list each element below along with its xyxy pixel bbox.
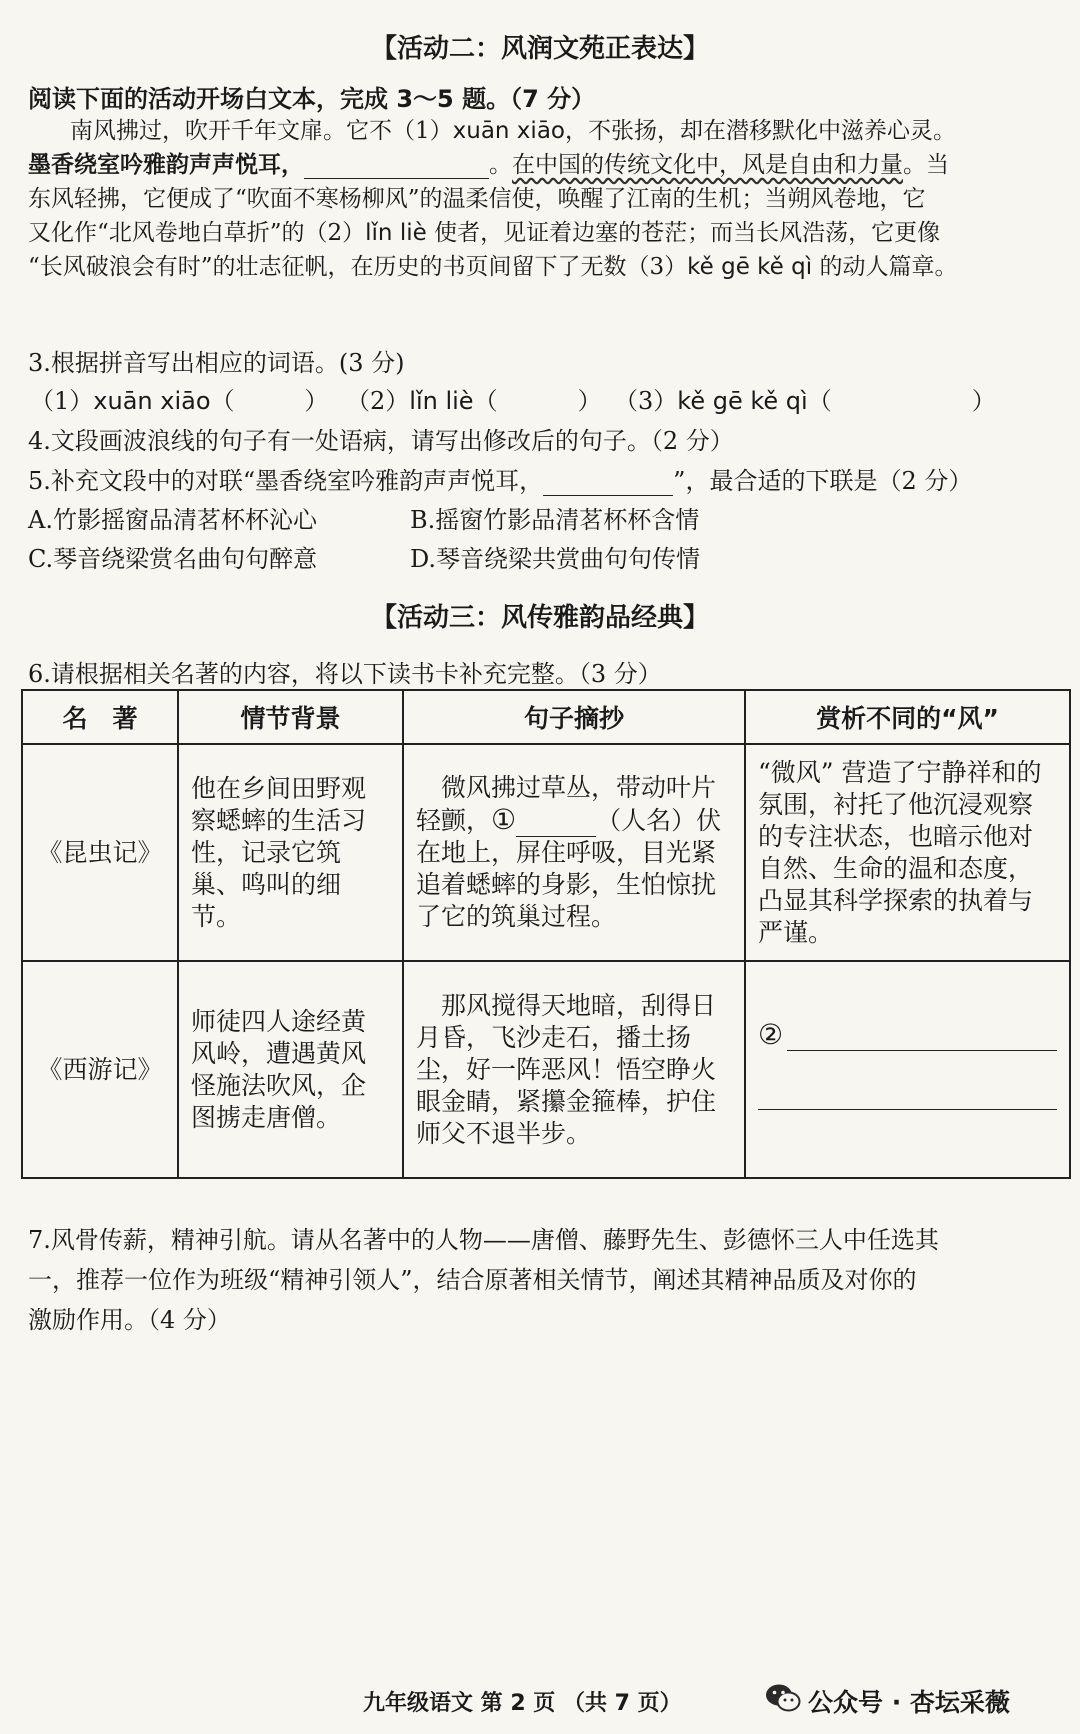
wechat-icon: [765, 1683, 801, 1713]
row2-answer-line-2[interactable]: [758, 1079, 1057, 1110]
row1-book: 《昆虫记》: [22, 744, 178, 961]
q3-item-2[interactable]: （2）lǐn liè（ ）: [346, 387, 602, 415]
q3-item-1[interactable]: （1）xuān xiāo（ ）: [30, 387, 329, 415]
q3-item-3[interactable]: （3）kě gē kě qì（ ）: [614, 387, 996, 415]
q5-option-c[interactable]: C.琴音绕梁赏名曲句句醉意: [28, 545, 318, 573]
passage-line-3: 东风轻拂，它便成了“吹面不寒杨柳风”的温柔信使，唤醒了江南的生机；当朔风卷地，它: [28, 186, 926, 212]
q3-stem: 3.根据拼音写出相应的词语。(3 分): [28, 349, 405, 377]
row1-background: 他在乡间田野观察蟋蟀的生活习性，记录它筑巢、鸣叫的细节。: [178, 744, 403, 961]
q7-line-1: 7.风骨传薪，精神引航。请从名著中的人物——唐僧、藤野先生、彭德怀三人中任选其: [28, 1226, 939, 1254]
wavy-sentence: 在中国的传统文化中，风是自由和力量: [512, 152, 903, 178]
table-row: [22, 744, 1070, 961]
row2-analysis[interactable]: ②: [745, 961, 1070, 1178]
activity2-intro: 阅读下面的活动开场白文本，完成 3～5 题。（7 分）: [28, 85, 596, 113]
q7-line-3: 激励作用。（4 分）: [28, 1306, 231, 1334]
activity2-title: 【活动二：风润文苑正表达】: [370, 34, 709, 64]
couplet-blank[interactable]: [304, 154, 489, 179]
row1-name-blank[interactable]: [516, 812, 596, 837]
q5-option-a[interactable]: A.竹影摇窗品清茗杯杯沁心: [28, 506, 317, 534]
passage-line-1: 南风拂过，吹开千年文扉。它不（1）xuān xiāo，不张扬，却在潜移默化中滋养心灵。: [70, 118, 956, 144]
reading-card-table: [21, 689, 1071, 1179]
row1-quote: 微风拂过草丛，带动叶片轻颤，① （人名）伏在地上，屏住呼吸，目光紧追着蟋蟀的身影，生怕惊扰了它的筑巢过程。: [403, 744, 745, 961]
passage-line-4: 又化作“北风卷地白草折”的（2）lǐn liè 使者，见证着边塞的苍茫；而当长风浩荡，它更像: [28, 220, 941, 246]
header-background: 情节背景: [178, 690, 403, 744]
q6-stem: 6.请根据相关名著的内容，将以下读书卡补充完整。（3 分）: [28, 660, 662, 688]
q7-line-2: 一，推荐一位作为班级“精神引领人”，结合原著相关情节，阐述其精神品质及对你的: [28, 1266, 917, 1294]
passage-line-2: 墨香绕室吟雅韵声声悦耳， 。在中国的传统文化中，风是自由和力量。当: [28, 152, 949, 178]
row2-answer-line-1[interactable]: [787, 1020, 1057, 1051]
q5-blank[interactable]: [543, 471, 673, 496]
row2-book: 《西游记》: [22, 961, 178, 1178]
activity3-title: 【活动三：风传雅韵品经典】: [370, 603, 709, 633]
q5-option-d[interactable]: D.琴音绕梁共赏曲句句传情: [410, 545, 701, 573]
header-book: 名 著: [22, 690, 178, 744]
row2-quote: 那风搅得天地暗，刮得日月昏，飞沙走石，播土扬尘，好一阵恶风！悟空睁火眼金睛，紧攥金箍棒，护住师父不退半步。: [403, 961, 745, 1178]
page-footer: 九年级语文 第 2 页 （共 7 页）: [363, 1691, 682, 1716]
table-row: [22, 961, 1070, 1178]
header-analysis: 赏析不同的“风”: [745, 690, 1070, 744]
table-header-row: [22, 690, 1070, 744]
q4-stem: 4.文段画波浪线的句子有一处语病，请写出修改后的句子。（2 分）: [28, 427, 734, 455]
row1-analysis: “微风” 营造了宁静祥和的氛围，衬托了他沉浸观察的专注状态，也暗示他对自然、生命的温和态度，凸显其科学探索的执着与严谨。: [745, 744, 1070, 961]
header-quote: 句子摘抄: [403, 690, 745, 744]
brand-watermark: 公众号 · 杏坛采薇: [808, 1688, 1010, 1717]
passage-line-5: “长风破浪会有时”的壮志征帆，在历史的书页间留下了无数（3）kě gē kě qì 的动人篇章。: [28, 254, 958, 280]
row2-background: 师徒四人途经黄风岭，遭遇黄风怪施法吹风，企图掳走唐僧。: [178, 961, 403, 1178]
q5-option-b[interactable]: B.摇窗竹影品清茗杯杯含情: [410, 506, 700, 534]
q5-stem: 5.补充文段中的对联“墨香绕室吟雅韵声声悦耳， ”，最合适的下联是（2 分）: [28, 467, 973, 495]
